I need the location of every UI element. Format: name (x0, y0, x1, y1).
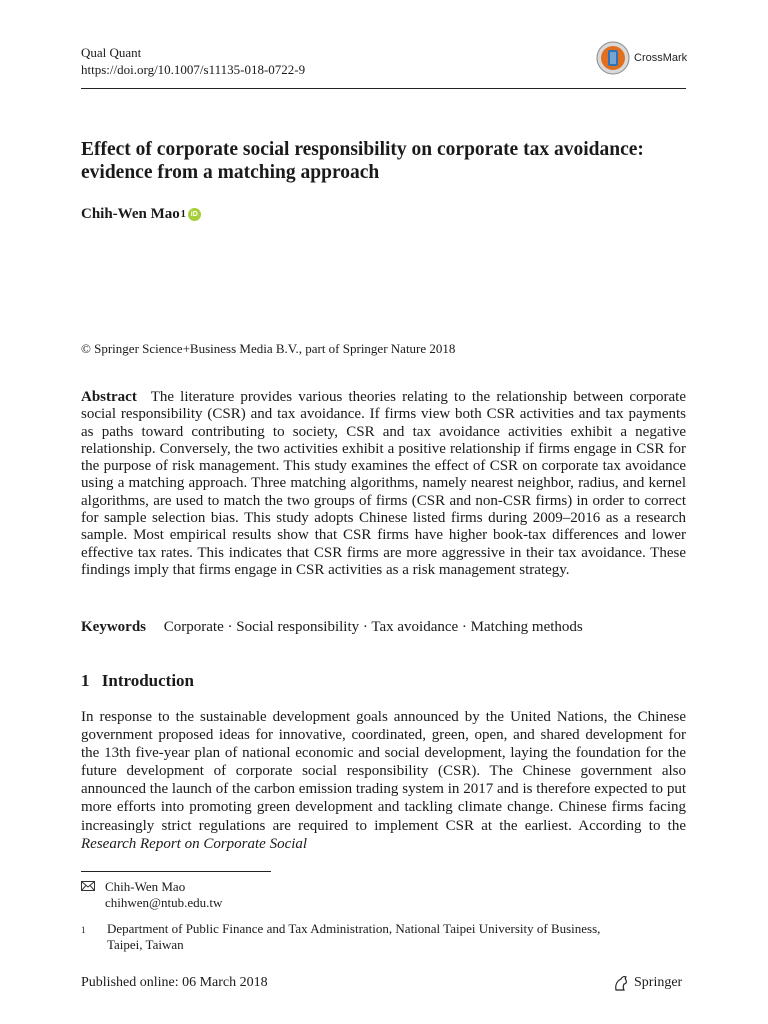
copyright-notice: © Springer Science+Business Media B.V., part of Springer Nature 2018 (81, 341, 456, 356)
article-title: Effect of corporate social responsibility on corporate tax avoidance: evidence from a matching approach (81, 139, 644, 183)
corr-name: Chih-Wen Mao (105, 879, 186, 894)
published-date: Published online: 06 March 2018 (81, 975, 268, 990)
abstract-label: Abstract (81, 389, 137, 405)
keywords-list: Corporate · Social responsibility · Tax avoidance · Matching methods (163, 619, 583, 635)
introduction-text: In response to the sustainable development goals announced by the United Nations, the Chinese government proposed ideas for innovative, coordinated, green, open, and shared development for the 13th five-year plan of national economic and social development, laying the foundation for the future development of corporate social responsibility (CSR). The Chinese government also announced the launch of the carbon emission trading system in 2017 and is therefore expected to put more efforts into promoting green development and tackling climate change. Chinese firms facing increasingly strict regulations are required to implement CSR at the earliest. According to the (81, 709, 686, 834)
introduction-italic-tail: Research Report on Corporate Social (81, 835, 308, 852)
abstract (81, 389, 686, 579)
springer-label: Springer (634, 975, 683, 990)
doi-link[interactable]: https://doi.org/10.1007/s11135-018-0722-9 (81, 62, 306, 77)
affiliation (81, 921, 600, 953)
header-rule (81, 88, 686, 89)
affiliation-number: 1 (81, 925, 86, 935)
crossmark-label: CrossMark (634, 52, 688, 64)
author-line (81, 206, 201, 223)
affiliation-line-1: Department of Public Finance and Tax Administration, National Taipei University of Business, (107, 921, 601, 936)
section-heading (81, 671, 194, 691)
crossmark-icon (596, 41, 630, 75)
springer-horse-icon (612, 974, 630, 992)
author-affil-sup: 1 (180, 209, 186, 220)
keywords (81, 619, 583, 636)
envelope-icon (81, 881, 95, 891)
journal-header (81, 44, 305, 78)
footnote-rule (81, 871, 271, 872)
orcid-icon[interactable]: iD (188, 208, 201, 221)
keywords-label: Keywords (81, 619, 146, 635)
introduction-paragraph (81, 708, 686, 853)
corr-email[interactable]: chihwen@ntub.edu.tw (105, 895, 223, 910)
section-title: Introduction (101, 671, 195, 690)
journal-name: Qual Quant (81, 45, 142, 60)
section-number: 1 (81, 671, 90, 690)
affiliation-line-2: Taipei, Taiwan (107, 937, 184, 952)
abstract-text: The literature provides various theories relating to the relationship between corporate social responsibility (CSR) and tax avoidance. If firms view both CSR activities and tax payments as paths toward contributing to society, CSR and tax avoidance activities exhibit a negative relationship. Conversely, the two activities exhibit a positive relationship if firms engage in CSR for the purpose of risk management. This study examines the effect of CSR on corporate tax avoidance using a matching approach. Three matching algorithms, namely nearest neighbor, radius, and kernel algorithms, are used to match the two groups of firms (CSR and non-CSR firms) in order to correct for sample selection bias. This study adopts Chinese listed firms during 2009–2016 as a research sample. Most empirical results show that CSR firms have higher book-tax differences and lower effective tax rates. This indicates that CSR firms are more aggressive in their tax avoidance. These findings imply that firms engage in CSR activities as a risk management strategy. (81, 389, 687, 578)
author-name[interactable]: Chih-Wen Mao (81, 206, 180, 222)
corresponding-author (81, 879, 222, 911)
springer-logo (612, 974, 682, 992)
crossmark-badge[interactable] (596, 42, 696, 74)
